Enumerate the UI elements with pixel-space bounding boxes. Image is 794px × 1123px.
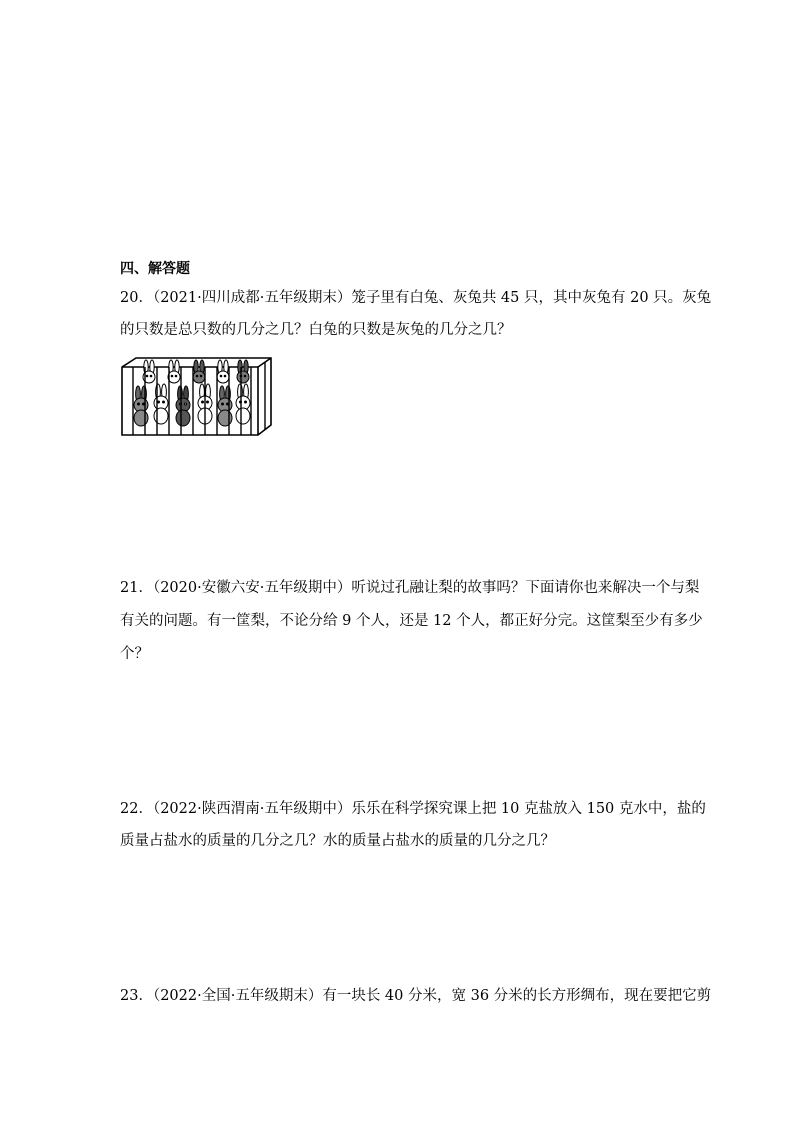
- question-text-line: 22．（2022·陕西渭南·五年级期中）乐乐在科学探究课上把 10 克盐放入 150 克水中，盐的: [120, 801, 706, 817]
- question-text-line: 23．（2022·全国·五年级期末）有一块长 40 分米，宽 36 分米的长方形绸布，现在要把它剪: [120, 988, 712, 1004]
- section-title: 四、解答题: [120, 261, 190, 277]
- question-text-line: 个？: [120, 646, 149, 662]
- question-text-line: 有关的问题。有一筐梨，不论分给 9 个人，还是 12 个人，都正好分完。这筐梨至少有多少: [120, 613, 703, 629]
- question-text-line: 质量占盐水的质量的几分之几？水的质量占盐水的质量的几分之几？: [120, 833, 555, 849]
- question-text-line: 20．（2021·四川成都·五年级期末）笼子里有白兔、灰兔共 45 只，其中灰兔有 20 只。灰兔: [120, 290, 712, 306]
- rabbit-cage-illustration: [119, 355, 274, 439]
- question-text-line: 的只数是总只数的几分之几？白兔的只数是灰兔的几分之几？: [120, 322, 512, 338]
- question-text-line: 21．（2020·安徽六安·五年级期中）听说过孔融让梨的故事吗？下面请你也来解决一个与梨: [120, 580, 700, 596]
